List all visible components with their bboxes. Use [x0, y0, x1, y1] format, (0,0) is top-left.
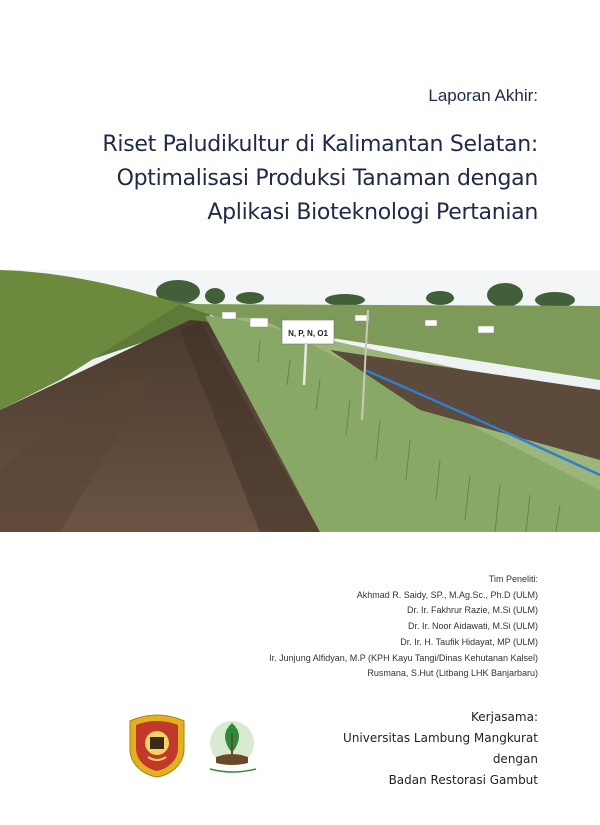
research-team: [269, 572, 538, 682]
team-heading: Tim Peneliti:: [488, 574, 538, 584]
team-member: Dr. Ir. Noor Aidawati, M.Si (ULM): [407, 621, 538, 632]
field-photo-svg: [0, 270, 600, 532]
collaboration-heading: Kerjasama:: [471, 710, 538, 724]
team-member: Ir. Junjung Alfidyan, M.P (KPH Kayu Tangi/Dinas Kehutanan Kalsel): [269, 652, 538, 663]
collaboration-line: Universitas Lambung Mangkurat: [343, 731, 538, 745]
team-member: Dr. Ir. H. Taufik Hidayat, MP (ULM): [400, 636, 538, 647]
title-line-1: Riset Paludikultur di Kalimantan Selatan:: [102, 132, 538, 157]
team-member: Dr. Ir. Fakhrur Razie, M.Si (ULM): [406, 605, 538, 616]
brg-tree-icon: [202, 713, 266, 777]
title-line-3: Aplikasi Bioteknologi Pertanian: [207, 200, 538, 225]
collaboration-block: [343, 707, 538, 791]
collaboration-line: Badan Restorasi Gambut: [388, 773, 538, 787]
plot-sign-label: N, P, N, O1: [288, 329, 328, 338]
ulm-seal-icon: [126, 713, 188, 779]
team-member: Rusmana, S.Hut (Litbang LHK Banjarbaru): [367, 668, 538, 679]
report-subtitle: Laporan Akhir:: [428, 86, 538, 105]
team-member: Akhmad R. Saidy, SP., M.Ag.Sc., Ph.D (ULM): [356, 589, 538, 600]
report-title: [68, 128, 538, 230]
title-line-2: Optimalisasi Produksi Tanaman dengan: [116, 166, 538, 191]
collaboration-line: dengan: [492, 752, 538, 766]
cover-photo: [0, 270, 600, 532]
